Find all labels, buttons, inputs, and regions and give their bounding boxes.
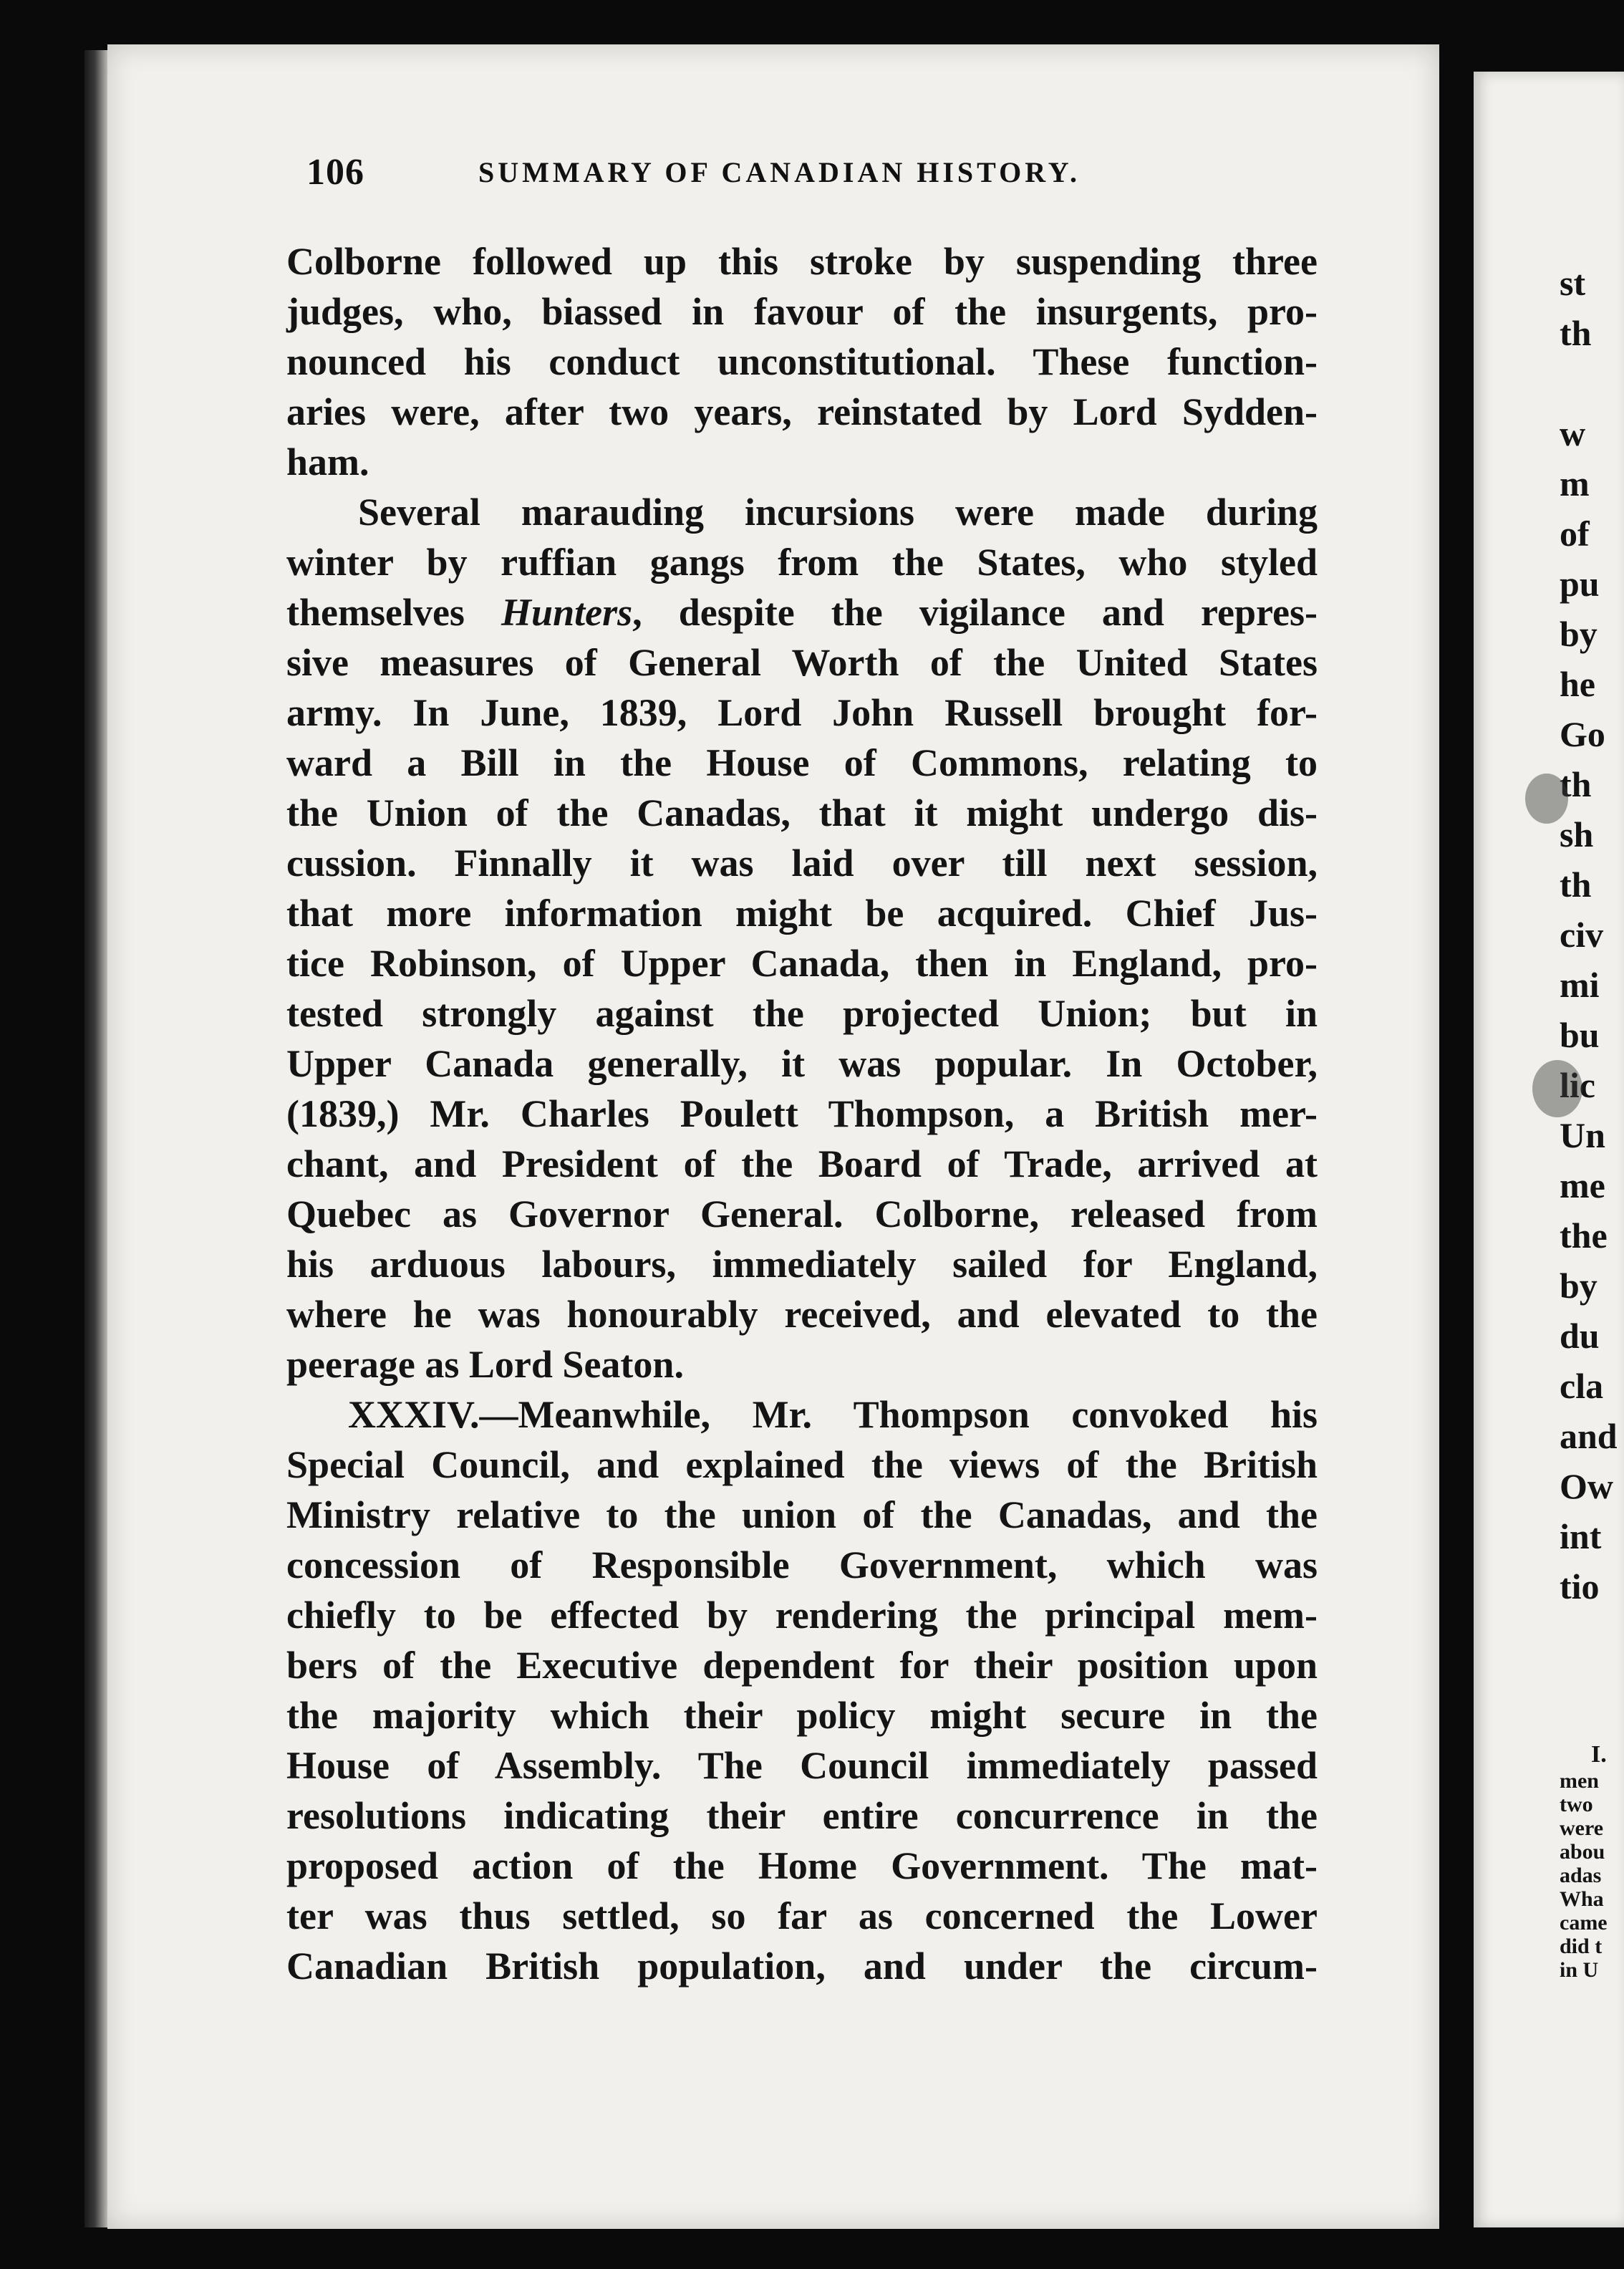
text-line: tice Robinson, of Upper Canada, then in England, pro-	[286, 942, 1318, 985]
ink-blot	[1525, 774, 1568, 824]
text-line: ward a Bill in the House of Commons, relating to	[286, 741, 1318, 784]
right-text-line: Ow	[1560, 1466, 1613, 1506]
text-line: where he was honourably received, and elevated to the	[286, 1293, 1318, 1336]
text-line: his arduous labours, immediately sailed for England,	[286, 1243, 1318, 1286]
page-number: 106	[306, 151, 364, 193]
text-line: (1839,) Mr. Charles Poulett Thompson, a British mer-	[286, 1092, 1318, 1135]
right-text-line: by	[1560, 614, 1598, 654]
right-text-line: cla	[1560, 1366, 1604, 1406]
text-line: the Union of the Canadas, that it might undergo dis-	[286, 791, 1318, 834]
right-text-line: the	[1560, 1215, 1608, 1256]
right-text-line: st	[1560, 263, 1586, 303]
text-line: House of Assembly. The Council immediately passed	[286, 1744, 1318, 1787]
text-line: Several marauding incursions were made during	[358, 491, 1318, 534]
text-line: Colborne followed up this stroke by suspending three	[286, 240, 1318, 283]
text-line: nounced his conduct unconstitutional. These function-	[286, 340, 1318, 383]
text-line: judges, who, biassed in favour of the insurgents, pro-	[286, 290, 1318, 333]
right-text-line: civ	[1560, 915, 1604, 955]
text-line: Ministry relative to the union of the Canadas, and the	[286, 1493, 1318, 1536]
right-text-line: and	[1560, 1416, 1618, 1456]
right-note-line: Wha	[1560, 1887, 1604, 1911]
text-line: Quebec as Governor General. Colborne, released from	[286, 1193, 1318, 1235]
running-title: SUMMARY OF CANADIAN HISTORY.	[478, 155, 1081, 188]
right-text-line: of	[1560, 514, 1590, 554]
right-text-line: Go	[1560, 714, 1605, 754]
right-text-line: by	[1560, 1266, 1598, 1306]
text-line: bers of the Executive dependent for their position upon	[286, 1644, 1318, 1687]
text-line: chant, and President of the Board of Trade, arrived at	[286, 1142, 1318, 1185]
right-note-line: adas	[1560, 1864, 1602, 1887]
italic-word: Hunters	[501, 591, 633, 634]
right-note-line: did t	[1560, 1935, 1603, 1958]
text-line: XXXIV.—Meanwhile, Mr. Thompson convoked his	[348, 1393, 1318, 1436]
text-line: Canadian British population, and under the circum-	[286, 1945, 1318, 1988]
text-line: aries were, after two years, reinstated by Lord Sydden-	[286, 390, 1318, 433]
right-note-line: abou	[1560, 1840, 1605, 1864]
text-line: ham.	[286, 440, 369, 483]
right-page-notes	[1560, 1740, 1624, 1982]
right-text-line: Un	[1560, 1115, 1605, 1155]
text-line: sive measures of General Worth of the United States	[286, 641, 1318, 684]
right-text-line: th	[1560, 764, 1592, 804]
text-line: the majority which their policy might secure in the	[286, 1694, 1318, 1737]
right-text-line: he	[1560, 664, 1595, 704]
right-text-line: lic	[1560, 1065, 1595, 1105]
text-line: proposed action of the Home Government. The mat-	[286, 1844, 1318, 1887]
right-text-line: th	[1560, 313, 1592, 353]
text-line: concession of Responsible Government, which was	[286, 1543, 1318, 1586]
text-line: themselves Hunters, despite the vigilance and repres-	[286, 591, 1318, 634]
right-text-line: pu	[1560, 564, 1600, 604]
right-text-line	[1560, 358, 1624, 408]
right-text-line: me	[1560, 1165, 1605, 1205]
right-page-text	[1560, 258, 1624, 1612]
right-note-line: I.	[1591, 1741, 1607, 1768]
right-text-line: mi	[1560, 965, 1600, 1005]
right-note-line: in U	[1560, 1958, 1599, 1982]
right-text-line: w	[1560, 413, 1586, 453]
right-text-line: m	[1560, 463, 1590, 504]
text-line: winter by ruffian gangs from the States, who styled	[286, 541, 1318, 584]
page-header	[306, 143, 1166, 201]
right-text-line: tio	[1560, 1566, 1600, 1606]
text-line: tested strongly against the projected Union; but in	[286, 992, 1318, 1035]
right-note-line: two	[1560, 1793, 1593, 1816]
right-note-line: men	[1560, 1769, 1599, 1793]
text-line: resolutions indicating their entire concurrence in the	[286, 1794, 1318, 1837]
text-line: chiefly to be effected by rendering the principal mem-	[286, 1594, 1318, 1637]
page-binding-edge	[84, 50, 110, 2227]
text-line: Upper Canada generally, it was popular. In October,	[286, 1042, 1318, 1085]
right-text-line: sh	[1560, 814, 1594, 854]
text-line: peerage as Lord Seaton.	[286, 1343, 684, 1386]
right-text-line: int	[1560, 1516, 1602, 1556]
right-text-line: du	[1560, 1316, 1600, 1356]
text-line: Special Council, and explained the views of the British	[286, 1443, 1318, 1486]
text-line: ter was thus settled, so far as concerned the Lower	[286, 1894, 1318, 1937]
right-note-line: came	[1560, 1911, 1608, 1935]
text-line: army. In June, 1839, Lord John Russell brought for-	[286, 691, 1318, 734]
text-line: that more information might be acquired. Chief Jus-	[286, 892, 1318, 935]
right-note-line: were	[1560, 1816, 1604, 1840]
body-text	[286, 236, 1318, 1991]
ink-blot	[1532, 1060, 1582, 1117]
text-line: cussion. Finnally it was laid over till next session,	[286, 842, 1318, 885]
right-text-line: bu	[1560, 1015, 1600, 1055]
right-text-line: th	[1560, 864, 1592, 905]
